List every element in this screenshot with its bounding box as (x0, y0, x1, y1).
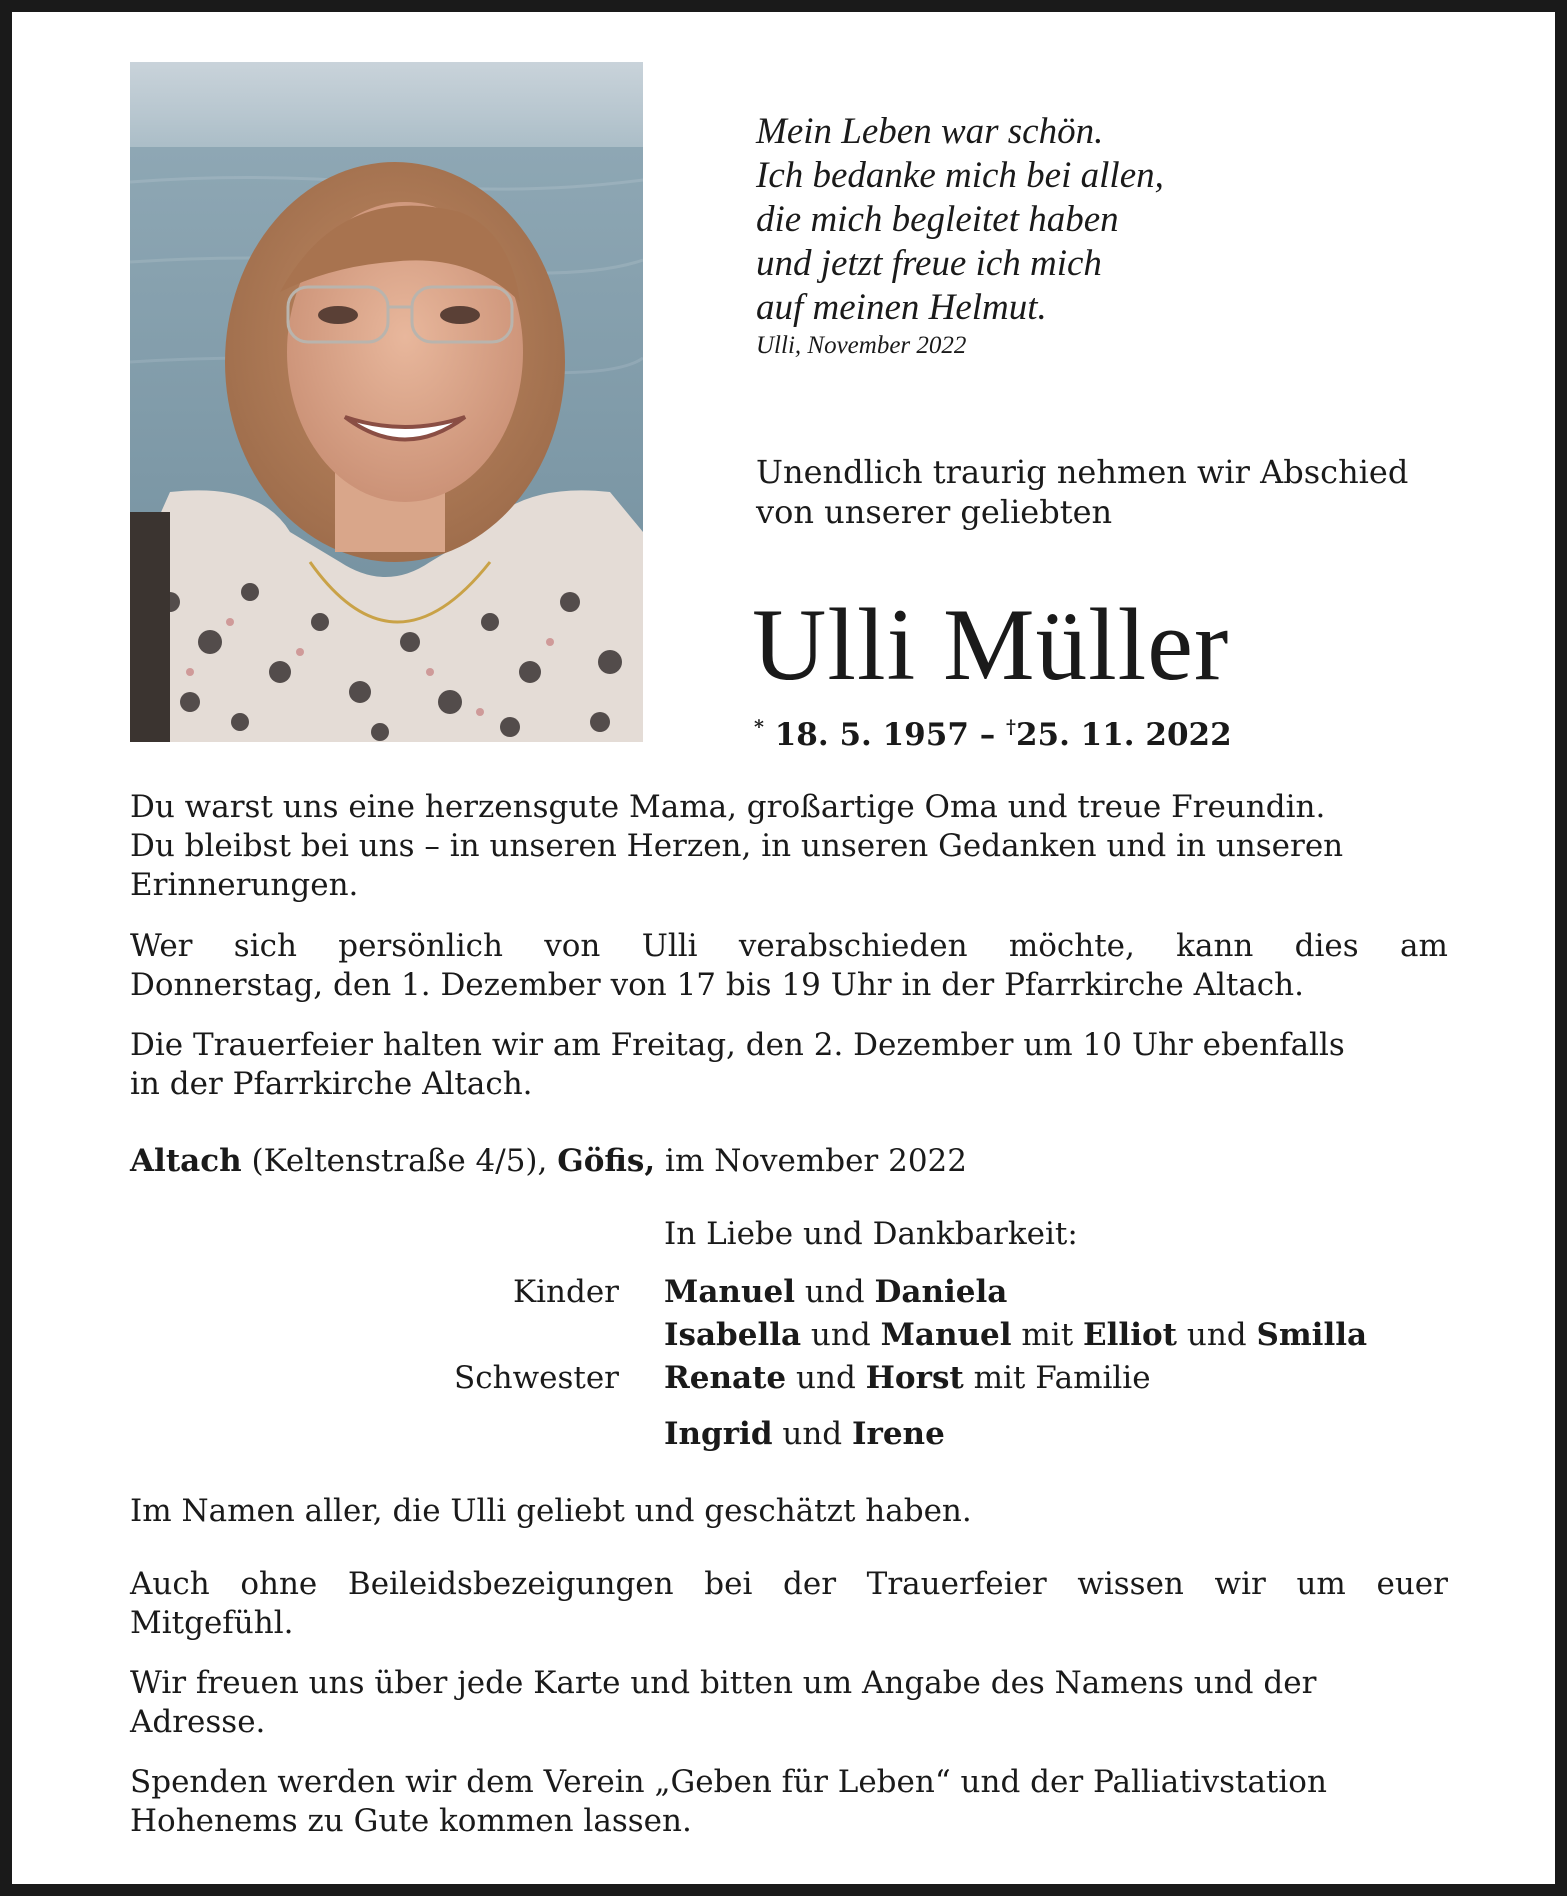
body-line: Adresse. (130, 1704, 266, 1740)
connector-text: mit Familie (963, 1360, 1151, 1396)
quote-line: auf meinen Helmut. (756, 287, 1047, 328)
quote-line: und jetzt freue ich mich (756, 243, 1102, 284)
intro-line: Unendlich traurig nehmen wir Abschied (756, 453, 1409, 491)
family-name: Isabella (664, 1317, 802, 1353)
closing-paragraph-1 (130, 1492, 1448, 1531)
memorial-quote (756, 110, 1164, 330)
body-paragraph-1 (130, 788, 1448, 905)
death-date: 25. 11. 2022 (1015, 717, 1232, 753)
body-line: Du warst uns eine herzensgute Mama, großartige Oma und treue Freundin. (130, 789, 1326, 825)
family-line (664, 1274, 1007, 1310)
children-label: Kinder (512, 1274, 619, 1310)
family-name: Daniela (874, 1274, 1008, 1310)
quote-line: die mich begleitet haben (756, 199, 1119, 240)
body-line-justified: Auch ohne Beileidsbezeigungen bei der Trauerfeier wissen wir um euer (130, 1566, 1448, 1602)
body-line: Wir freuen uns über jede Karte und bitten um Angabe des Namens und der (130, 1665, 1317, 1701)
place-and-date (130, 1143, 967, 1179)
body-line: in der Pfarrkirche Altach. (130, 1066, 533, 1102)
family-name: Irene (851, 1416, 945, 1452)
body-line: Donnerstag, den 1. Dezember von 17 bis 19 Uhr in der Pfarrkirche Altach. (130, 967, 1304, 1003)
body-line: Hohenems zu Gute kommen lassen. (130, 1803, 692, 1839)
family-name: Manuel (664, 1274, 795, 1310)
town-altach: Altach (130, 1143, 242, 1179)
town-goefis: Göfis, (557, 1143, 656, 1179)
intro-text (756, 452, 1408, 532)
body-paragraph-3 (130, 1026, 1448, 1104)
closing-paragraph-2 (130, 1565, 1448, 1643)
family-line (664, 1317, 1367, 1353)
death-symbol: † (1006, 716, 1016, 738)
family-line (664, 1416, 945, 1452)
body-line-justified: Wer sich persönlich von Ulli verabschieden möchte, kann dies am (130, 928, 1448, 964)
closing-paragraph-4 (130, 1763, 1448, 1841)
deceased-name: Ulli Müller (752, 588, 1230, 702)
connector-text: mit (1011, 1317, 1084, 1353)
address: (Keltenstraße 4/5), (241, 1143, 558, 1179)
sister-label: Schwester (454, 1360, 619, 1396)
body-line: Die Trauerfeier halten wir am Freitag, den 2. Dezember um 10 Uhr ebenfalls (130, 1027, 1345, 1063)
place-date: im November 2022 (655, 1143, 967, 1179)
portrait-photo (130, 62, 643, 742)
life-dates (754, 716, 1232, 753)
family-name: Manuel (880, 1317, 1012, 1353)
family-line (664, 1360, 1151, 1396)
body-line: Erinnerungen. (130, 867, 359, 903)
quote-line: Mein Leben war schön. (756, 111, 1104, 152)
connector-text: und (772, 1416, 852, 1452)
connector-text: und (794, 1274, 875, 1310)
connector-text: und (786, 1360, 866, 1396)
body-paragraph-2 (130, 927, 1448, 1005)
date-dash: – (979, 717, 996, 753)
family-name: Elliot (1083, 1317, 1177, 1353)
birth-date: 18. 5. 1957 (774, 717, 969, 753)
body-line: Du bleibst bei uns – in unseren Herzen, in unseren Gedanken und in unseren (130, 828, 1344, 864)
intro-line: von unserer geliebten (756, 493, 1113, 531)
family-name: Horst (865, 1360, 964, 1396)
connector-text: und (1177, 1317, 1257, 1353)
birth-symbol: * (754, 716, 764, 738)
family-name: Renate (664, 1360, 787, 1396)
obituary-page (12, 12, 1555, 1884)
connector-text: und (801, 1317, 881, 1353)
body-line: Mitgefühl. (130, 1605, 294, 1641)
quote-signature: Ulli, November 2022 (756, 332, 967, 359)
signoff: In Liebe und Dankbarkeit: (664, 1216, 1078, 1252)
family-name: Smilla (1256, 1317, 1368, 1353)
body-line: Im Namen aller, die Ulli geliebt und geschätzt haben. (130, 1493, 972, 1529)
closing-paragraph-3 (130, 1664, 1448, 1742)
quote-line: Ich bedanke mich bei allen, (756, 155, 1164, 196)
family-name: Ingrid (664, 1416, 773, 1452)
body-line: Spenden werden wir dem Verein „Geben für Leben“ und der Palliativstation (130, 1764, 1327, 1800)
